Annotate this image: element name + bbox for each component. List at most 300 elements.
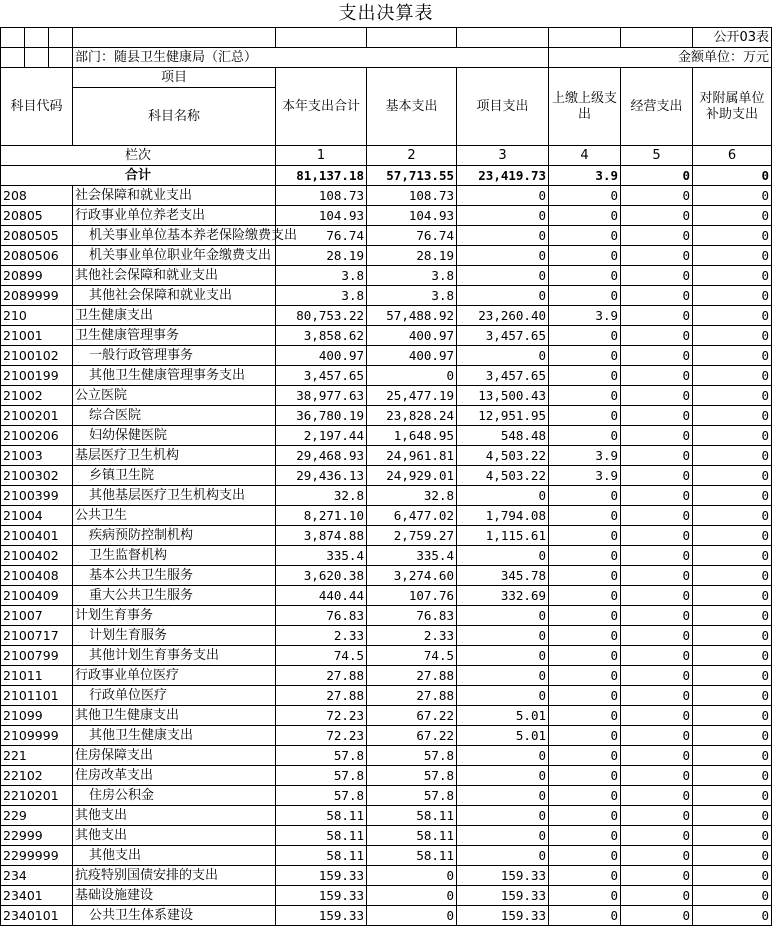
header-col3: 项目支出 [457,68,549,146]
row-label: 栏次 [1,146,276,166]
value-v2: 57,488.92 [367,306,457,326]
value-v3: 13,500.43 [457,386,549,406]
value-v5: 0 [621,206,693,226]
value-v6: 0 [693,866,772,886]
value-v4: 0 [549,526,621,546]
subject-code: 2340101 [1,906,73,926]
value-v3: 332.69 [457,586,549,606]
value-v6: 0 [693,586,772,606]
total-v5: 0 [621,166,693,186]
table-row [1,566,772,586]
header-name: 科目名称 [147,109,200,124]
total-v3: 23,419.73 [457,166,549,186]
table-row [1,186,772,206]
subject-code: 22102 [1,766,73,786]
subject-code: 2210201 [1,786,73,806]
subject-name: 一般行政管理事务 [73,346,276,366]
subject-name: 疾病预防控制机构 [73,526,276,546]
header-item: 项目 [73,68,275,88]
value-v6: 0 [693,306,772,326]
subject-name: 住房保障支出 [73,746,276,766]
value-v4: 0 [549,346,621,366]
value-v3: 0 [457,346,549,366]
value-v3: 0 [457,546,549,566]
table-row [1,286,772,306]
subject-name: 社会保障和就业支出 [73,186,276,206]
value-v1: 58.11 [276,826,367,846]
subject-name: 基础设施建设 [73,886,276,906]
value-v4: 0 [549,846,621,866]
value-v5: 0 [621,406,693,426]
subject-code: 221 [1,746,73,766]
value-v4: 0 [549,646,621,666]
value-v1: 159.33 [276,886,367,906]
subject-name: 其他社会保障和就业支出 [73,286,276,306]
value-v2: 67.22 [367,706,457,726]
value-v2: 3.8 [367,286,457,306]
value-v1: 108.73 [276,186,367,206]
value-v3: 3,457.65 [457,366,549,386]
value-v3: 5.01 [457,726,549,746]
value-v2: 104.93 [367,206,457,226]
value-v6: 0 [693,206,772,226]
value-v5: 0 [621,766,693,786]
value-v2: 58.11 [367,846,457,866]
value-v2: 0 [367,366,457,386]
value-v2: 58.11 [367,826,457,846]
header-row [1,68,772,146]
value-v3: 1,794.08 [457,506,549,526]
value-v1: 400.97 [276,346,367,366]
subject-code: 2101101 [1,686,73,706]
subject-code: 2100399 [1,486,73,506]
value-v4: 0 [549,626,621,646]
subject-code: 2109999 [1,726,73,746]
value-v4: 0 [549,866,621,886]
subject-name: 其他卫生健康支出 [73,726,276,746]
form-number-row [1,28,772,48]
subject-code: 210 [1,306,73,326]
value-v6: 0 [693,766,772,786]
value-v3: 159.33 [457,906,549,926]
subject-code: 2080506 [1,246,73,266]
value-v2: 3,274.60 [367,566,457,586]
value-v5: 0 [621,566,693,586]
value-v6: 0 [693,826,772,846]
value-v3: 159.33 [457,866,549,886]
value-v2: 107.76 [367,586,457,606]
form-number: 公开03表 [693,28,772,48]
table-row [1,446,772,466]
value-v4: 3.9 [549,466,621,486]
value-v5: 0 [621,646,693,666]
value-v1: 58.11 [276,846,367,866]
value-v4: 0 [549,486,621,506]
value-v6: 0 [693,466,772,486]
subject-code: 21099 [1,706,73,726]
value-v4: 0 [549,226,621,246]
value-v6: 0 [693,326,772,346]
subject-name: 计划生育事务 [73,606,276,626]
table-row [1,646,772,666]
value-v2: 0 [367,906,457,926]
subject-name: 乡镇卫生院 [73,466,276,486]
value-v5: 0 [621,446,693,466]
value-v4: 0 [549,746,621,766]
total-label: 合计 [1,166,276,186]
subject-name: 其他支出 [73,826,276,846]
total-v4: 3.9 [549,166,621,186]
value-v1: 32.8 [276,486,367,506]
table-row [1,466,772,486]
value-v3: 0 [457,246,549,266]
value-v2: 57.8 [367,766,457,786]
table-row [1,746,772,766]
value-v3: 0 [457,746,549,766]
value-v5: 0 [621,886,693,906]
value-v3: 4,503.22 [457,466,549,486]
value-v6: 0 [693,266,772,286]
value-v1: 29,468.93 [276,446,367,466]
value-v5: 0 [621,246,693,266]
value-v4: 0 [549,386,621,406]
value-v6: 0 [693,666,772,686]
value-v1: 72.23 [276,726,367,746]
department-row [1,48,772,68]
header-col1: 本年支出合计 [276,68,367,146]
value-v4: 0 [549,706,621,726]
value-v5: 0 [621,906,693,926]
subject-code: 21004 [1,506,73,526]
value-v2: 28.19 [367,246,457,266]
table-row [1,706,772,726]
subject-name: 其他卫生健康支出 [73,706,276,726]
value-v4: 0 [549,666,621,686]
subject-name: 重大公共卫生服务 [73,586,276,606]
value-v4: 0 [549,186,621,206]
subject-code: 22999 [1,826,73,846]
table-row [1,526,772,546]
value-v4: 0 [549,206,621,226]
value-v6: 0 [693,366,772,386]
value-v4: 0 [549,826,621,846]
table-row [1,886,772,906]
value-v5: 0 [621,386,693,406]
value-v1: 3,874.88 [276,526,367,546]
table-row [1,846,772,866]
value-v5: 0 [621,626,693,646]
value-v3: 0 [457,686,549,706]
header-code: 科目代码 [1,68,73,146]
value-v2: 0 [367,866,457,886]
value-v1: 57.8 [276,766,367,786]
value-v6: 0 [693,246,772,266]
value-v1: 335.4 [276,546,367,566]
value-v1: 27.88 [276,686,367,706]
subject-code: 2100199 [1,366,73,386]
col-number-2: 2 [367,146,457,166]
value-v5: 0 [621,706,693,726]
value-v2: 3.8 [367,266,457,286]
subject-name: 计划生育服务 [73,626,276,646]
subject-code: 2100402 [1,546,73,566]
value-v5: 0 [621,486,693,506]
table-row [1,226,772,246]
header-col6: 对附属单位补助支出 [693,68,772,146]
subject-code: 2100409 [1,586,73,606]
value-v6: 0 [693,566,772,586]
table-row [1,866,772,886]
subject-code: 21003 [1,446,73,466]
value-v5: 0 [621,606,693,626]
value-v4: 0 [549,606,621,626]
subject-code: 2089999 [1,286,73,306]
subject-code: 234 [1,866,73,886]
value-v3: 0 [457,826,549,846]
value-v6: 0 [693,726,772,746]
table-row [1,766,772,786]
value-v1: 27.88 [276,666,367,686]
value-v5: 0 [621,586,693,606]
value-v1: 38,977.63 [276,386,367,406]
value-v4: 0 [549,406,621,426]
col-number-3: 3 [457,146,549,166]
subject-name: 公共卫生体系建设 [73,906,276,926]
value-v3: 0 [457,206,549,226]
value-v4: 3.9 [549,306,621,326]
table-row [1,306,772,326]
value-v2: 400.97 [367,326,457,346]
subject-code: 229 [1,806,73,826]
value-v4: 0 [549,806,621,826]
value-v6: 0 [693,446,772,466]
value-v5: 0 [621,726,693,746]
value-v2: 27.88 [367,686,457,706]
value-v4: 3.9 [549,446,621,466]
value-v3: 0 [457,606,549,626]
col-number-6: 6 [693,146,772,166]
subject-code: 21002 [1,386,73,406]
value-v2: 32.8 [367,486,457,506]
subject-name: 卫生健康支出 [73,306,276,326]
value-v5: 0 [621,366,693,386]
subject-name: 基本公共卫生服务 [73,566,276,586]
subject-name: 卫生健康管理事务 [73,326,276,346]
subject-code: 20899 [1,266,73,286]
value-v5: 0 [621,346,693,366]
table-row [1,386,772,406]
subject-code: 2100201 [1,406,73,426]
value-v5: 0 [621,326,693,346]
subject-code: 208 [1,186,73,206]
value-v2: 25,477.19 [367,386,457,406]
table-row [1,586,772,606]
table-row [1,546,772,566]
value-v3: 0 [457,226,549,246]
table-row [1,326,772,346]
value-v2: 1,648.95 [367,426,457,446]
subject-name: 其他社会保障和就业支出 [73,266,276,286]
value-v6: 0 [693,846,772,866]
value-v6: 0 [693,886,772,906]
value-v6: 0 [693,406,772,426]
table-row [1,686,772,706]
value-v5: 0 [621,806,693,826]
value-v1: 2.33 [276,626,367,646]
value-v2: 57.8 [367,746,457,766]
value-v5: 0 [621,866,693,886]
header-col5: 经营支出 [621,68,693,146]
value-v3: 0 [457,846,549,866]
value-v3: 0 [457,666,549,686]
value-v6: 0 [693,706,772,726]
value-v4: 0 [549,766,621,786]
subject-code: 2100206 [1,426,73,446]
value-v6: 0 [693,386,772,406]
value-v2: 23,828.24 [367,406,457,426]
value-v6: 0 [693,746,772,766]
value-v1: 28.19 [276,246,367,266]
value-v4: 0 [549,366,621,386]
value-v1: 74.5 [276,646,367,666]
value-v4: 0 [549,566,621,586]
value-v1: 3,457.65 [276,366,367,386]
value-v2: 2,759.27 [367,526,457,546]
subject-name: 行政事业单位养老支出 [73,206,276,226]
value-v5: 0 [621,686,693,706]
subject-name: 公立医院 [73,386,276,406]
value-v1: 29,436.13 [276,466,367,486]
value-v3: 0 [457,286,549,306]
value-v6: 0 [693,486,772,506]
value-v5: 0 [621,226,693,246]
value-v3: 12,951.95 [457,406,549,426]
value-v4: 0 [549,886,621,906]
subject-name: 综合医院 [73,406,276,426]
value-v1: 2,197.44 [276,426,367,446]
value-v1: 36,780.19 [276,406,367,426]
value-v4: 0 [549,686,621,706]
table-row [1,266,772,286]
table-row [1,246,772,266]
total-v1: 81,137.18 [276,166,367,186]
value-v5: 0 [621,786,693,806]
value-v4: 0 [549,266,621,286]
value-v3: 0 [457,486,549,506]
value-v1: 57.8 [276,746,367,766]
header-col2: 基本支出 [367,68,457,146]
subject-code: 21011 [1,666,73,686]
value-v2: 27.88 [367,666,457,686]
value-v2: 6,477.02 [367,506,457,526]
header-item-group [73,68,276,146]
value-v2: 2.33 [367,626,457,646]
value-v3: 159.33 [457,886,549,906]
value-v5: 0 [621,186,693,206]
value-v3: 4,503.22 [457,446,549,466]
value-v5: 0 [621,506,693,526]
subject-name: 妇幼保健医院 [73,426,276,446]
subject-name: 公共卫生 [73,506,276,526]
total-row [1,166,772,186]
subject-code: 2100102 [1,346,73,366]
value-v2: 24,929.01 [367,466,457,486]
value-v5: 0 [621,466,693,486]
value-v3: 0 [457,806,549,826]
value-v4: 0 [549,326,621,346]
value-v3: 0 [457,186,549,206]
value-v1: 57.8 [276,786,367,806]
table-row [1,806,772,826]
col-number-5: 5 [621,146,693,166]
value-v1: 8,271.10 [276,506,367,526]
value-v3: 0 [457,626,549,646]
subject-code: 2100799 [1,646,73,666]
value-v2: 76.74 [367,226,457,246]
table-row [1,346,772,366]
value-v5: 0 [621,826,693,846]
subject-name: 基层医疗卫生机构 [73,446,276,466]
value-v5: 0 [621,666,693,686]
value-v1: 104.93 [276,206,367,226]
value-v3: 5.01 [457,706,549,726]
table-row [1,366,772,386]
value-v6: 0 [693,226,772,246]
value-v1: 440.44 [276,586,367,606]
subject-name: 其他支出 [73,846,276,866]
value-v3: 23,260.40 [457,306,549,326]
value-v6: 0 [693,186,772,206]
table-row [1,786,772,806]
subject-name: 行政单位医疗 [73,686,276,706]
value-v4: 0 [549,246,621,266]
subject-name: 其他支出 [73,806,276,826]
table-row [1,206,772,226]
subject-name: 卫生监督机构 [73,546,276,566]
value-v2: 74.5 [367,646,457,666]
subject-name: 机关事业单位职业年金缴费支出 [73,246,276,266]
value-v2: 0 [367,886,457,906]
value-v2: 67.22 [367,726,457,746]
value-v3: 345.78 [457,566,549,586]
table-row [1,726,772,746]
value-v2: 24,961.81 [367,446,457,466]
value-v4: 0 [549,286,621,306]
subject-code: 2100302 [1,466,73,486]
value-v2: 76.83 [367,606,457,626]
value-v4: 0 [549,506,621,526]
table-row [1,626,772,646]
subject-name: 住房改革支出 [73,766,276,786]
value-v1: 76.83 [276,606,367,626]
col-number-1: 1 [276,146,367,166]
subject-code: 2100717 [1,626,73,646]
subject-name: 住房公积金 [73,786,276,806]
value-v1: 3.8 [276,286,367,306]
expenditure-table [0,27,772,926]
total-v6: 0 [693,166,772,186]
value-v3: 548.48 [457,426,549,446]
value-v1: 3,858.62 [276,326,367,346]
value-v3: 0 [457,646,549,666]
value-v3: 3,457.65 [457,326,549,346]
value-v4: 0 [549,906,621,926]
unit-label: 金额单位：万元 [549,48,772,68]
value-v5: 0 [621,746,693,766]
value-v2: 335.4 [367,546,457,566]
value-v5: 0 [621,306,693,326]
value-v6: 0 [693,426,772,446]
